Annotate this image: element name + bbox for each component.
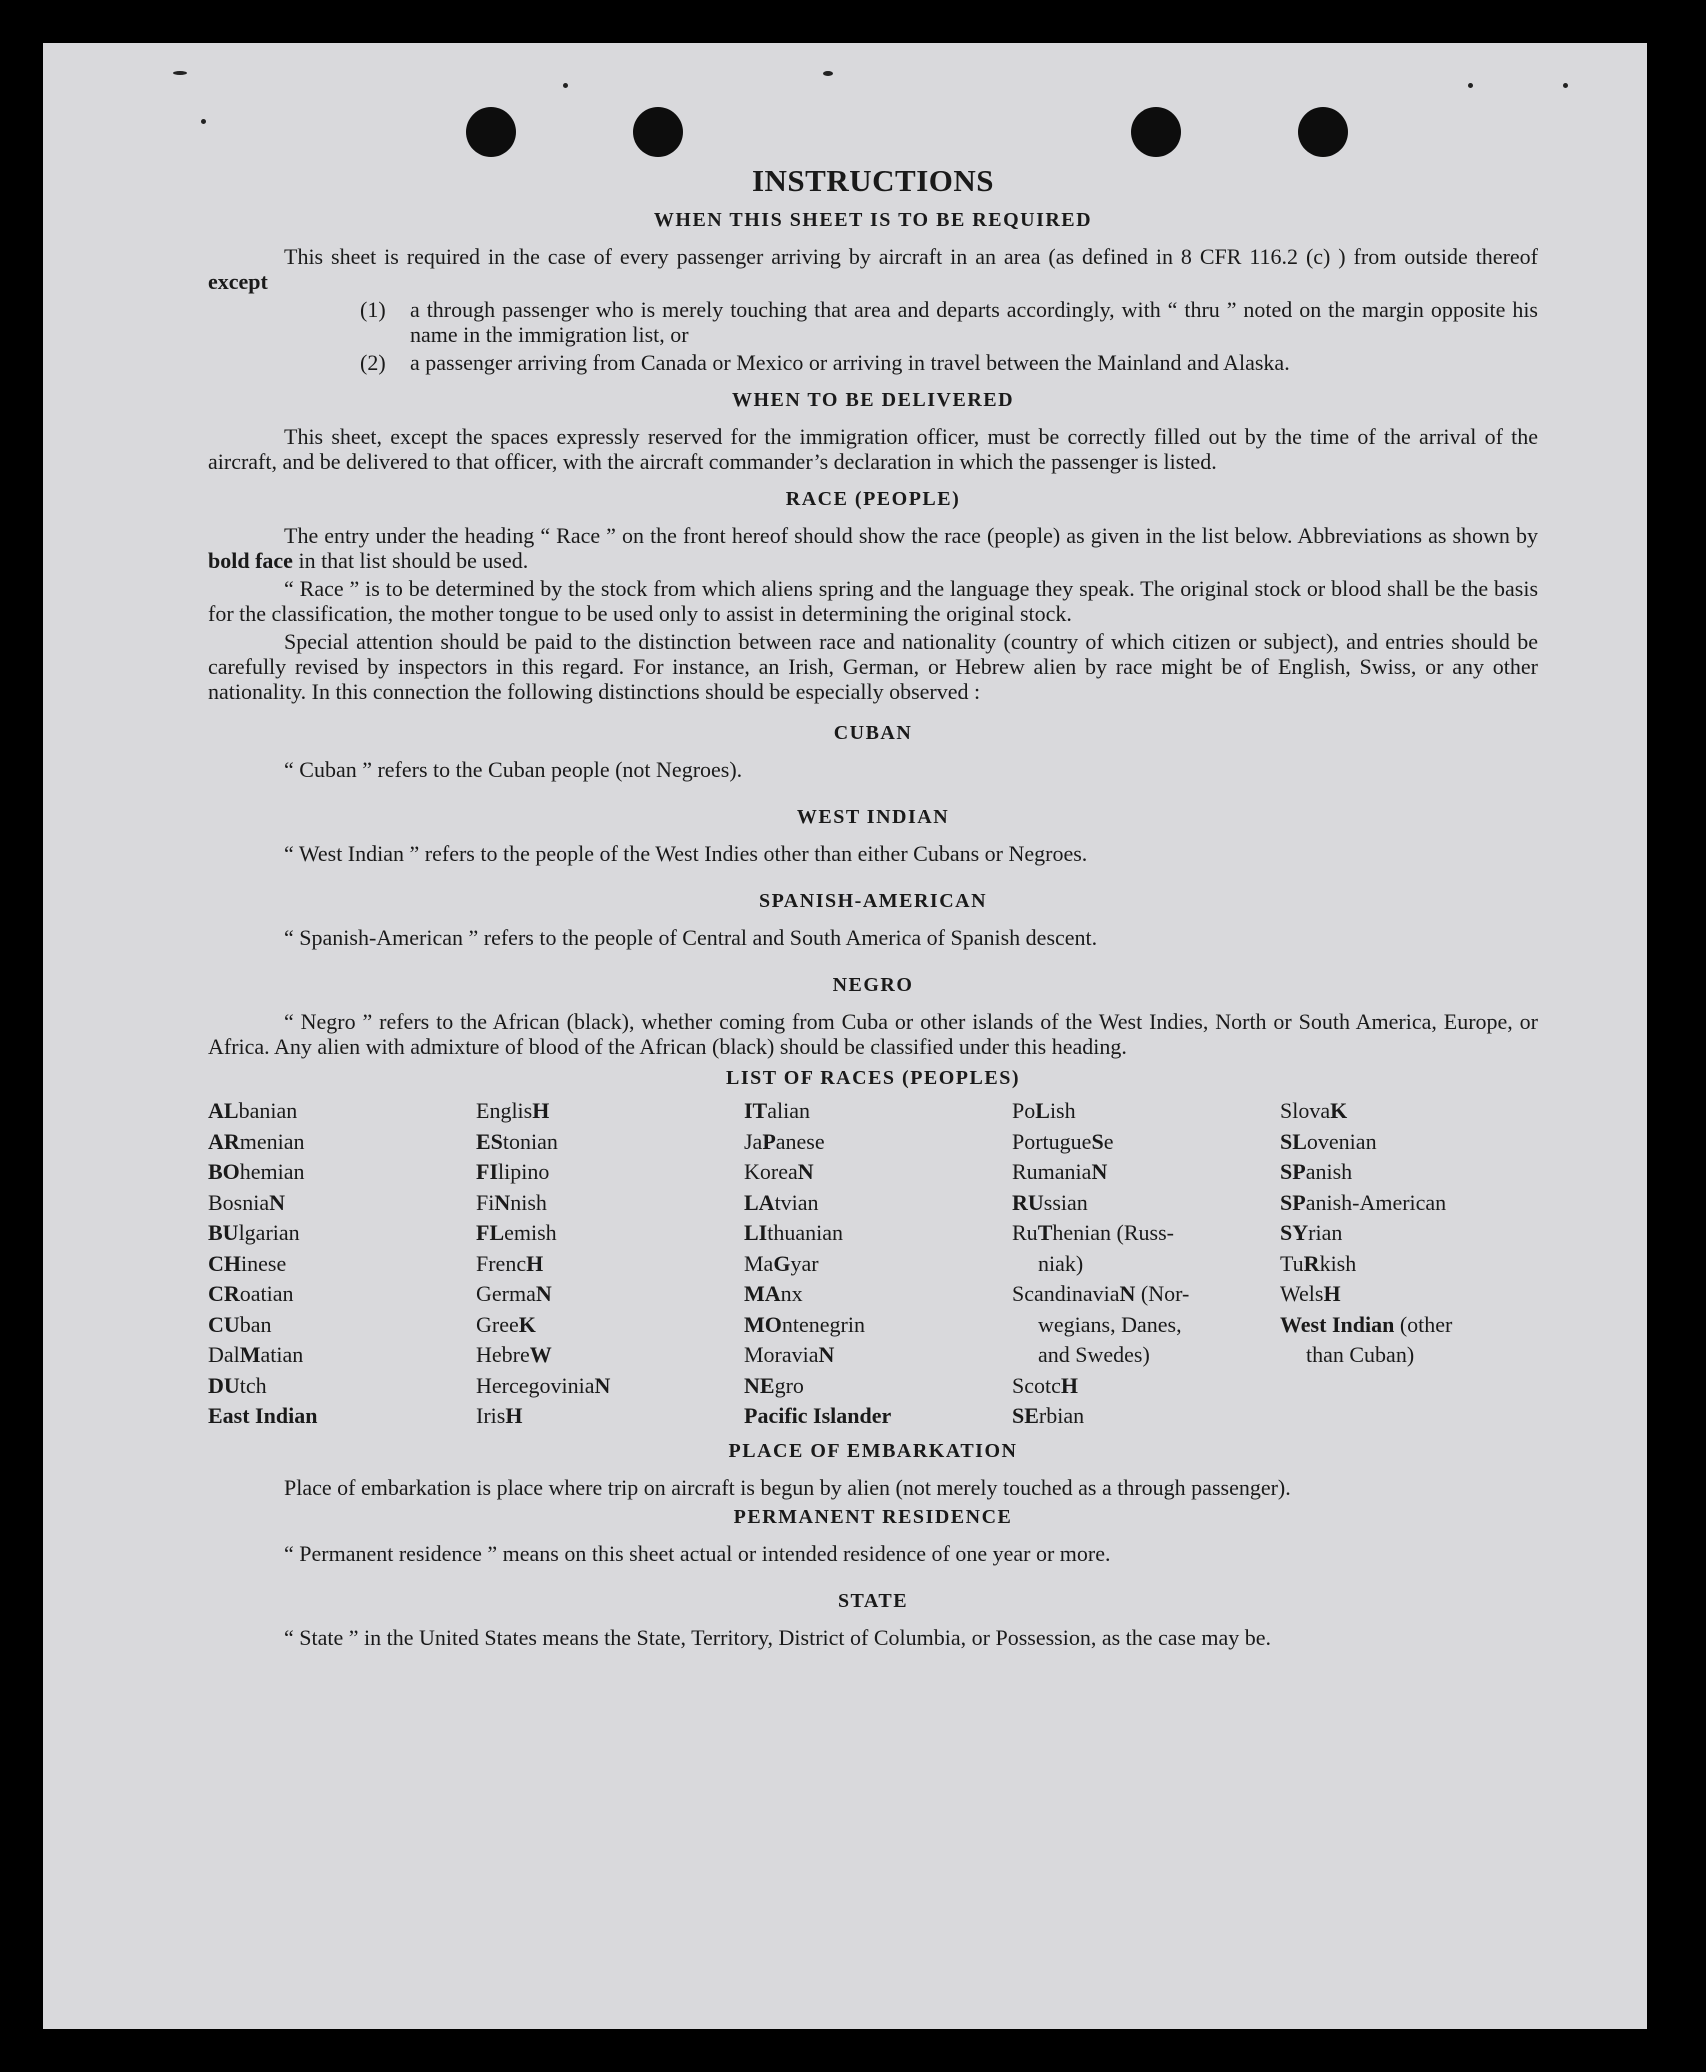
- race-entry: SLovenian: [1280, 1128, 1377, 1154]
- section-heading-embarkation: PLACE OF EMBARKATION: [728, 1439, 1018, 1462]
- race-entry: SPanish-American: [1280, 1189, 1447, 1215]
- punch-hole: [633, 107, 683, 157]
- state-text: “ State ” in the United States means the State, Territory, District of Columbia, or Possession, as the case may be.: [284, 1624, 1272, 1650]
- race-entry: than Cuban): [1306, 1342, 1415, 1367]
- spanish-american-text: “ Spanish-American ” refers to the people of Central and South America of Spanish descent.: [284, 925, 1098, 950]
- race-entry: FIlipino: [476, 1159, 550, 1184]
- race-entry: SYrian: [1280, 1220, 1343, 1245]
- race-entry: DalMatian: [208, 1342, 304, 1367]
- delivered-text: This sheet, except the spaces expressly reserved for the immigration officer, must be correctly filled out by the time of the arrival of the aircraft, and be delivered to that officer, with the aircraft commander’s declaration in which the passenger is listed.: [208, 424, 1538, 474]
- cuban-text: “ Cuban ” refers to the Cuban people (not Negroes).: [284, 757, 743, 782]
- section-heading-negro: NEGRO: [832, 974, 914, 996]
- race-entry: ScotcH: [1012, 1372, 1079, 1398]
- race-paragraph-1: The entry under the heading “ Race ” on the front hereof should show the race (people) as given in the list below. Abbreviations as shown by bold face in that list should be used.: [208, 523, 1538, 573]
- instructions-content: [208, 163, 1538, 1650]
- race-entry: EnglisH: [476, 1098, 550, 1123]
- document-sheet: [43, 43, 1647, 2029]
- race-entry: ALbanian: [208, 1098, 298, 1123]
- race-entry: MaGyar: [744, 1250, 819, 1276]
- race-entry: DUtch: [208, 1372, 267, 1398]
- race-entry: TuRkish: [1280, 1250, 1357, 1276]
- race-entry: wegians, Danes,: [1038, 1311, 1182, 1337]
- page-title: INSTRUCTIONS: [751, 163, 994, 198]
- section-heading-spanish-american: SPANISH-AMERICAN: [758, 890, 988, 912]
- embarkation-text: Place of embarkation is place where trip on aircraft is begun by alien (not merely touched as a through passenger).: [284, 1474, 1291, 1500]
- race-entry: Pacific Islander: [744, 1403, 892, 1428]
- race-entry: RumaniaN: [1012, 1159, 1108, 1184]
- race-entry: NEgro: [744, 1372, 804, 1398]
- section-heading-cuban: CUBAN: [833, 722, 913, 744]
- race-paragraph-2: “ Race ” is to be determined by the stock from which aliens spring and the language they speak. The original stock or blood shall be the basis for the classification, the mother tongue to be used only to assist in determining the original stock.: [208, 576, 1538, 626]
- section-heading-west-indian: WEST INDIAN: [796, 806, 950, 828]
- race-entry: CRoatian: [208, 1281, 294, 1306]
- race-entry: GreeK: [476, 1311, 536, 1337]
- race-entry: BosniaN: [208, 1189, 286, 1215]
- exception-item-2: (2) a passenger arriving from Canada or Mexico or arriving in travel between the Mainland and Alaska.: [360, 350, 1290, 375]
- race-entry: JaPanese: [744, 1128, 825, 1154]
- race-entry: and Swedes): [1038, 1342, 1150, 1367]
- punch-hole: [1131, 107, 1181, 157]
- section-heading-required: WHEN THIS SHEET IS TO BE REQUIRED: [653, 209, 1093, 231]
- section-heading-list-of-races: LIST OF RACES (PEOPLES): [725, 1067, 1020, 1089]
- scan-speck: [1563, 83, 1568, 88]
- races-column-3: [744, 1096, 1012, 1432]
- race-entry: ITalian: [744, 1098, 811, 1123]
- race-entry: SlovaK: [1280, 1098, 1348, 1123]
- negro-text: “ Negro ” refers to the African (black), whether coming from Cuba or other islands of the West Indies, North or South America, Europe, or Africa. Any alien with admixture of blood of the African (black) should be classified under this heading.: [208, 1009, 1538, 1059]
- scan-speck: [201, 119, 206, 124]
- race-entry: MOntenegrin: [744, 1311, 865, 1337]
- race-entry: IrisH: [476, 1403, 523, 1428]
- race-entry: SErbian: [1012, 1403, 1085, 1428]
- section-heading-residence: PERMANENT RESIDENCE: [733, 1505, 1013, 1528]
- race-entry: KoreaN: [744, 1159, 814, 1184]
- section-heading-race: RACE (PEOPLE): [785, 488, 961, 510]
- race-entry: EStonian: [476, 1128, 558, 1154]
- race-entry: FLemish: [476, 1220, 557, 1245]
- scan-speck: [823, 71, 833, 76]
- race-entry: SPanish: [1280, 1159, 1353, 1184]
- race-entry: East Indian: [208, 1403, 318, 1428]
- race-entry: WelsH: [1280, 1281, 1341, 1306]
- race-entry: CHinese: [208, 1250, 287, 1276]
- punch-hole: [466, 107, 516, 157]
- race-entry: CUban: [208, 1311, 272, 1337]
- race-entry: niak): [1038, 1250, 1084, 1276]
- races-column-5: [1280, 1096, 1538, 1432]
- residence-text: “ Permanent residence ” means on this sheet actual or intended residence of one year or more.: [284, 1540, 1111, 1566]
- race-entry: RUssian: [1012, 1189, 1088, 1215]
- race-entry: West Indian (other: [1280, 1311, 1453, 1337]
- race-entry: PoLish: [1012, 1098, 1076, 1123]
- race-entry: LIthuanian: [744, 1220, 844, 1245]
- scan-speck: [1468, 83, 1473, 88]
- race-entry: PortugueSe: [1012, 1128, 1114, 1154]
- race-entry: BOhemian: [208, 1159, 305, 1184]
- races-list: [208, 1096, 1538, 1432]
- punch-hole: [1298, 107, 1348, 157]
- race-entry: ARmenian: [208, 1128, 305, 1154]
- section-heading-delivered: WHEN TO BE DELIVERED: [731, 389, 1015, 411]
- race-entry: HercegoviniaN: [476, 1372, 611, 1398]
- race-entry: FiNnish: [476, 1189, 547, 1215]
- race-entry: ScandinaviaN (Nor-: [1012, 1281, 1190, 1306]
- race-entry: BUlgarian: [208, 1220, 300, 1245]
- required-intro: This sheet is required in the case of every passenger arriving by aircraft in an area (as defined in 8 CFR 116.2 (c) ) from outside thereof except: [208, 244, 1538, 294]
- race-entry: MoraviaN: [744, 1342, 835, 1367]
- races-column-1: [208, 1096, 476, 1432]
- races-column-4: [1012, 1096, 1280, 1432]
- race-entry: LAtvian: [744, 1189, 819, 1215]
- race-entry: MAnx: [744, 1281, 803, 1306]
- scan-speck: [173, 71, 187, 75]
- scan-speck: [563, 83, 568, 88]
- race-entry: FrencH: [476, 1250, 544, 1276]
- races-column-2: [476, 1096, 744, 1432]
- exception-item-1: (1) a through passenger who is merely touching that area and departs accordingly, with “ thru ” noted on the margin opposite his name in the immigration list, or: [360, 297, 1538, 347]
- race-entry: GermaN: [476, 1281, 552, 1306]
- race-paragraph-3: Special attention should be paid to the distinction between race and nationality (country of which citizen or subject), and entries should be carefully revised by inspectors in this regard. For instance, an Irish, German, or Hebrew alien by race might be of English, Swiss, or any other nationality. In this connection the following distinctions should be especially observed :: [208, 629, 1538, 704]
- section-heading-state: STATE: [837, 1589, 909, 1612]
- race-entry: RuThenian (Russ-: [1012, 1220, 1174, 1245]
- race-entry: HebreW: [476, 1342, 552, 1367]
- west-indian-text: “ West Indian ” refers to the people of the West Indies other than either Cubans or Negroes.: [284, 841, 1088, 866]
